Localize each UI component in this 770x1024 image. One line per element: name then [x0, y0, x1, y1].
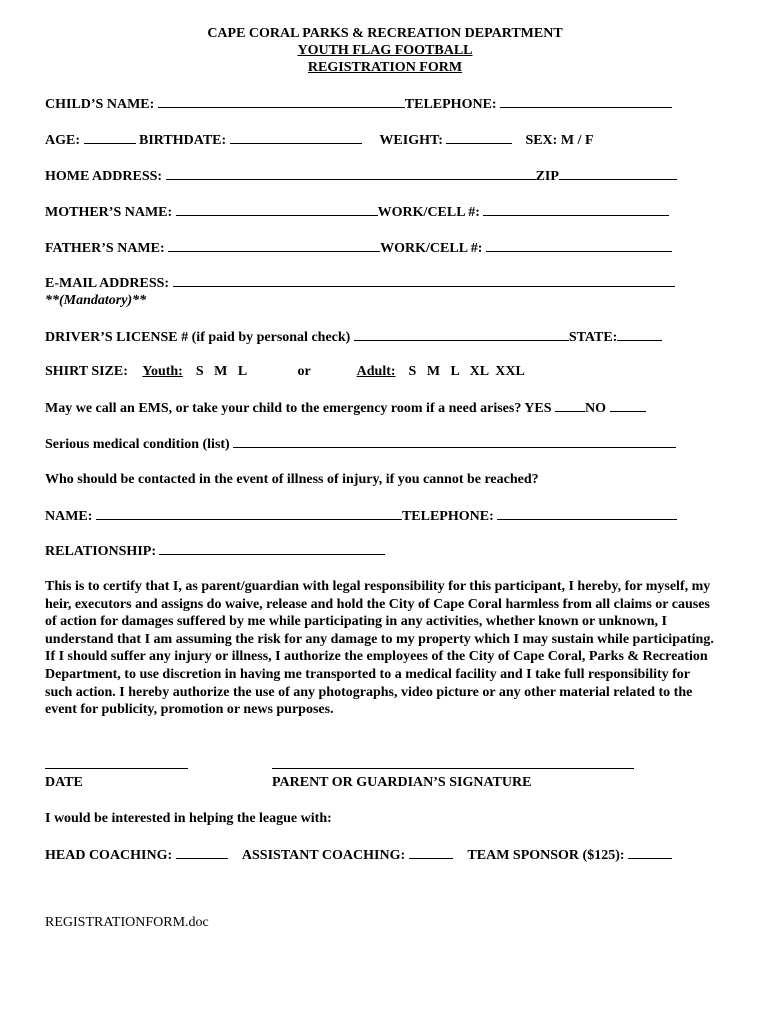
age-field[interactable]: [84, 131, 136, 144]
drivers-license-field[interactable]: [354, 328, 569, 341]
head-coaching-field[interactable]: [176, 846, 228, 859]
emergency-name-field[interactable]: [96, 507, 402, 520]
ems-no-field[interactable]: [610, 399, 646, 412]
row-email: [45, 274, 675, 292]
mother-name-label: MOTHER’S NAME:: [45, 205, 173, 220]
home-address-label: HOME ADDRESS:: [45, 169, 163, 184]
emergency-telephone-field[interactable]: [497, 507, 677, 520]
sex-label[interactable]: SEX: M / F: [525, 133, 594, 148]
row-father: [45, 239, 672, 257]
youth-label: Youth:: [142, 364, 183, 379]
birthdate-label: BIRTHDATE:: [139, 133, 227, 148]
parent-signature-label: PARENT OR GUARDIAN’S SIGNATURE: [272, 775, 532, 790]
child-name-label: CHILD’S NAME:: [45, 97, 155, 112]
assistant-coaching-field[interactable]: [409, 846, 453, 859]
adult-sizes[interactable]: S M L XL XXL: [408, 364, 525, 379]
footer-filename: REGISTRATIONFORM.doc: [45, 915, 209, 930]
state-label: STATE:: [568, 330, 618, 345]
date-signature-line[interactable]: [45, 768, 188, 769]
ems-question: May we call an EMS, or take your child to the emergency room if a need arises? YES: [45, 401, 552, 416]
email-label: E-MAIL ADDRESS:: [45, 276, 170, 291]
department-title: CAPE CORAL PARKS & RECREATION DEPARTMENT: [207, 26, 563, 41]
row-medical: [45, 435, 676, 453]
relationship-label: RELATIONSHIP:: [45, 544, 156, 559]
row-mother: [45, 203, 669, 221]
mother-name-field[interactable]: [176, 203, 378, 216]
youth-sizes[interactable]: S M L: [195, 364, 247, 379]
row-shirt-size: [45, 363, 525, 380]
emergency-telephone-label: TELEPHONE:: [401, 509, 494, 524]
weight-field[interactable]: [446, 131, 512, 144]
row-home-address: [45, 167, 677, 185]
row-age: [45, 131, 594, 149]
medical-label: Serious medical condition (list): [45, 437, 230, 452]
shirt-size-label: SHIRT SIZE:: [45, 364, 128, 379]
medical-field[interactable]: [233, 435, 676, 448]
weight-label: WEIGHT:: [379, 133, 443, 148]
drivers-license-label: DRIVER’S LICENSE # (if paid by personal check): [45, 330, 351, 345]
row-ems: [45, 399, 646, 417]
contact-question: Who should be contacted in the event of illness of injury, if you cannot be reached?: [45, 472, 539, 487]
mother-work-cell-field[interactable]: [483, 203, 669, 216]
state-field[interactable]: [617, 328, 662, 341]
zip-label: ZIP: [535, 169, 559, 184]
birthdate-field[interactable]: [230, 131, 362, 144]
child-name-field[interactable]: [158, 95, 405, 108]
mandatory-note: **(Mandatory)**: [45, 293, 147, 308]
father-name-field[interactable]: [168, 239, 380, 252]
waiver-paragraph: This is to certify that I, as parent/guardian with legal responsibility for this participant, I hereby, for myself, my heir, executors and assigns do waive, release and hold the City of Cape Coral harmless from all claims or causes of action for damages suffered by me while participating in any activities, whether known or unknown, I understand that I am assuming the risk for any damage to my property which I may sustain while participating. If I should suffer any injury or illness, I authorize the employees of the City of Cape Coral, Parks & Recreation Department, to use discretion in having me transported to a medical facility and I take full responsibility for such action. I hereby authorize the use of any photographs, video picture or any other material related to the event for publicity, promotion or news purposes.: [45, 579, 714, 718]
form-title: REGISTRATION FORM: [307, 60, 463, 75]
father-work-cell-field[interactable]: [486, 239, 672, 252]
email-field[interactable]: [173, 274, 675, 287]
mother-work-cell-label: WORK/CELL #:: [377, 205, 480, 220]
team-sponsor-field[interactable]: [628, 846, 672, 859]
row-volunteer: [45, 846, 672, 864]
parent-signature-line[interactable]: [272, 768, 634, 769]
team-sponsor-label: TEAM SPONSOR ($125):: [467, 848, 625, 863]
form-header: [0, 25, 770, 76]
row-emergency-name: [45, 507, 677, 525]
emergency-name-label: NAME:: [45, 509, 93, 524]
row-child-name: [45, 95, 672, 113]
program-title: YOUTH FLAG FOOTBALL: [297, 43, 473, 58]
age-label: AGE:: [45, 133, 80, 148]
assistant-coaching-label: ASSISTANT COACHING:: [241, 848, 406, 863]
adult-label: Adult:: [356, 364, 396, 379]
father-work-cell-label: WORK/CELL #:: [380, 241, 483, 256]
head-coaching-label: HEAD COACHING:: [45, 848, 173, 863]
or-label: or: [297, 364, 311, 379]
telephone-field[interactable]: [500, 95, 672, 108]
relationship-field[interactable]: [159, 542, 385, 555]
zip-field[interactable]: [559, 167, 677, 180]
date-label: DATE: [45, 775, 83, 790]
home-address-field[interactable]: [166, 167, 536, 180]
telephone-label: TELEPHONE:: [404, 97, 497, 112]
row-drivers-license: [45, 328, 662, 346]
volunteer-prompt: I would be interested in helping the league with:: [45, 811, 332, 826]
father-name-label: FATHER’S NAME:: [45, 241, 165, 256]
ems-no-label: NO: [585, 401, 607, 416]
ems-yes-field[interactable]: [555, 399, 585, 412]
row-relationship: [45, 542, 385, 560]
